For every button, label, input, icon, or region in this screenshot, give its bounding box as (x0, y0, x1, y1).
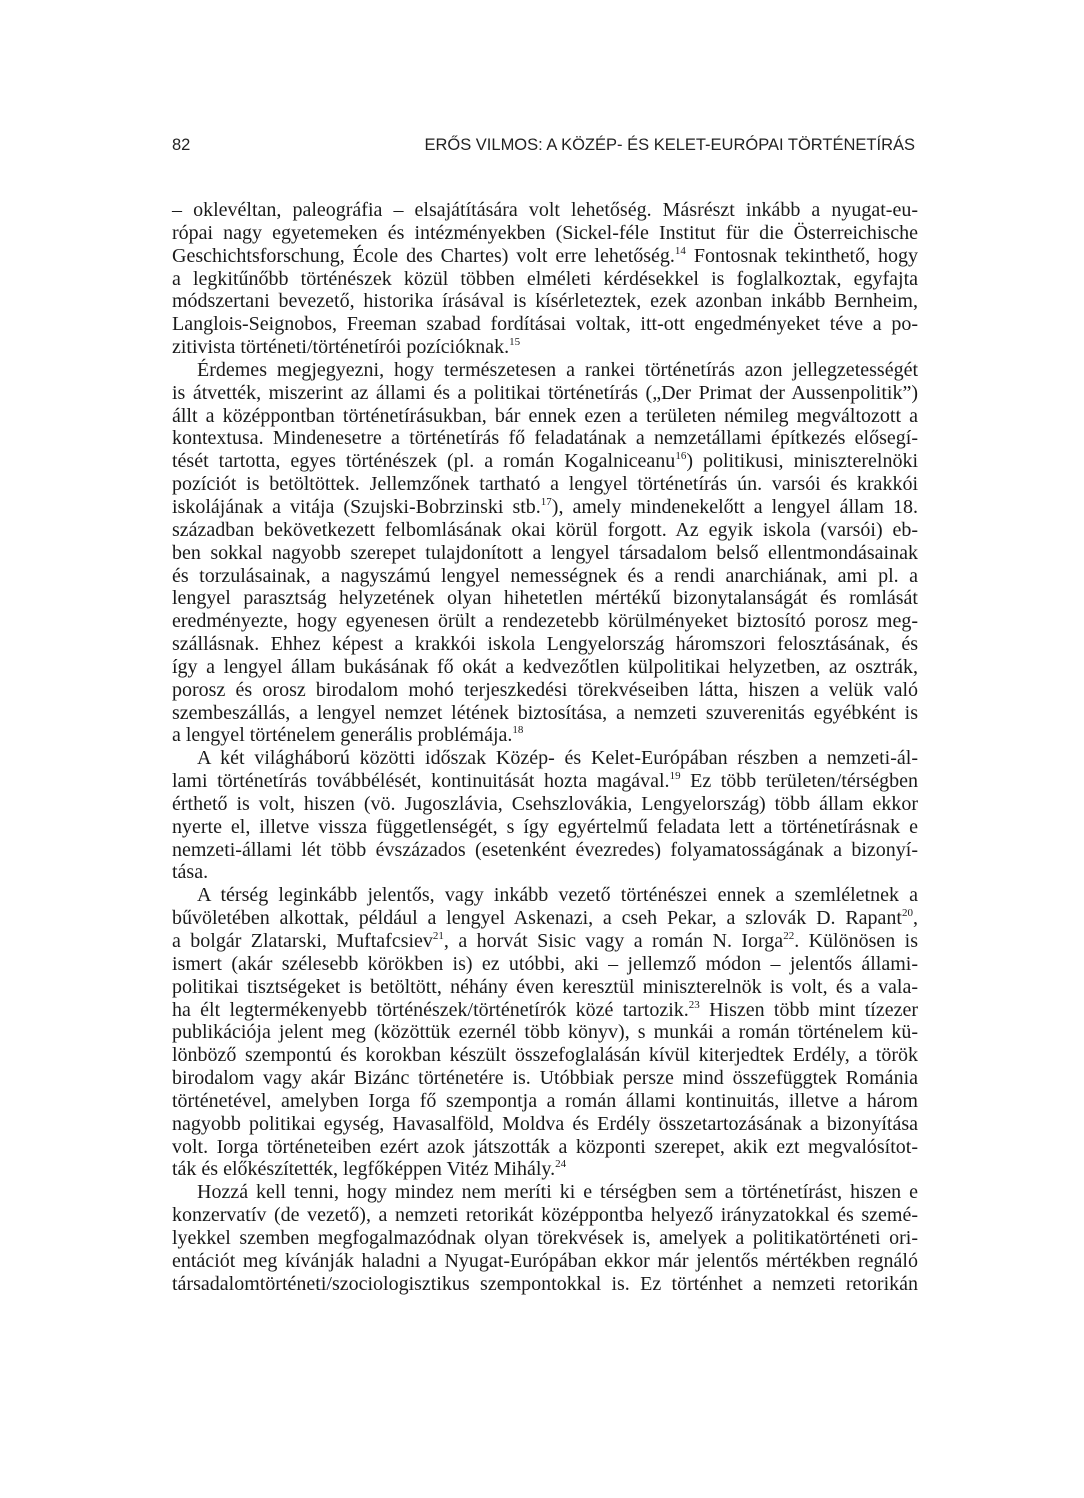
text-line (172, 1158, 918, 1181)
text-run: – oklevéltan, paleográfia – elsajátítására volt lehetőség. Másrészt inkább a nyugat-eu- (172, 199, 918, 221)
text-line (172, 1181, 918, 1204)
text-run: században bekövetkezett felbomlásának okai körül forgott. Az egyik iskola (varsói) eb- (172, 518, 918, 541)
text-run: Érdemes megjegyezni, hogy természetesen a rankei történetírás azon jellegzetességét (197, 358, 918, 381)
text-line (172, 1136, 918, 1159)
text-line (172, 1113, 918, 1136)
footnote-marker: 15 (509, 336, 521, 349)
text-run: ben sokkal nagyobb szerepet tulajdonított a lengyel társadalom belső ellentmondásainak (172, 541, 918, 564)
text-line (172, 861, 918, 884)
text-line (172, 473, 918, 496)
footnote-marker: 19 (669, 770, 681, 783)
text-run: szembeszállás, a lengyel nemzet létének biztosítása, a nemzeti szuverenitás egyébként is (172, 701, 918, 724)
footnote-marker: 18 (512, 724, 524, 737)
text-line (172, 793, 918, 816)
text-line (172, 1021, 918, 1044)
footnote-marker: 20 (902, 907, 913, 920)
text-run: módszertani bevezető, historika írásával is kísérleteztek, ezek azonban inkább Bernheim, (172, 290, 918, 313)
text-line (172, 359, 918, 382)
text-run: eredményezte, hogy egyenesen örült a rendezetebb körülményeket biztosító porosz meg- (172, 610, 918, 633)
text-run: ) politikusi, miniszterelnöki (686, 450, 918, 473)
text-line (172, 382, 918, 405)
text-run: volt. Iorga történeteiben ezért azok játszották a központi szerepet, akik ezt megvalósítot- (172, 1135, 918, 1158)
text-run: lengyel parasztság helyzetének olyan hihetetlen mértékű bizonytalanságát és romlását (172, 587, 918, 610)
text-run: nemzeti-állami lét több évszázados (esetenként évezredes) folyamatosságának a bizonyí- (172, 838, 918, 861)
text-line (172, 1250, 918, 1273)
text-run: Hozzá kell tenni, hogy mindez nem meríti ki e térségben sem a történetírást, hiszen e (197, 1181, 918, 1204)
text-line (172, 290, 918, 313)
text-run: , (913, 907, 918, 930)
running-title: ERŐS VILMOS: A KÖZÉP- ÉS KELET-EURÓPAI TÖRTÉNETÍRÁS (424, 136, 915, 154)
text-run: zitivista történeti/történetírói pozícióknak. (172, 336, 510, 359)
text-run: entációt meg kívánják haladni a Nyugat-Európában ekkor már jelentős mértékben regnáló (172, 1249, 918, 1272)
text-line (172, 976, 918, 999)
text-run: A két világháború közötti időszak Közép- és Kelet-Európában részben a nemzeti-ál- (197, 747, 918, 770)
text-line (172, 313, 918, 336)
text-run: a lengyel történelem generális problémája. (172, 724, 513, 747)
text-run: állt a középpontban történetírásukban, bár ennek ezen a területen némileg megváltozott a (172, 404, 918, 427)
text-line (172, 747, 918, 770)
text-line (172, 1067, 918, 1090)
text-run: szállásnak. Ehhez képest a krakkói iskola Lengyelország háromszori felosztásának, és (172, 633, 918, 656)
text-line (172, 1090, 918, 1113)
footnote-marker: 17 (540, 495, 552, 508)
text-run: ha élt legtermékenyebb történészek/történetírók közé tartozik. (172, 998, 689, 1021)
text-run: lami történetírás továbbélését, kontinuitását hozta magával. (172, 770, 670, 793)
text-run: A térség leginkább jelentős, vagy inkább vezető történészei ennek a szemléletnek a (197, 884, 918, 907)
text-run: iskolájának a vitája (Szujski-Bobrzinski stb. (172, 495, 541, 518)
text-run: ), amely mindenekelőtt a lengyel állam 18. (551, 495, 919, 518)
text-line (172, 245, 918, 268)
text-line (172, 565, 918, 588)
text-run: publikációja jelent meg (közöttük ezernél több könyv), s munkái a román történelem kü- (172, 1021, 918, 1044)
text-line (172, 907, 918, 930)
text-run: Hiszen több mint tízezer (699, 998, 919, 1021)
text-line (172, 770, 918, 793)
text-run: tása. (172, 861, 209, 884)
text-run: lyekkel szemben megfogalmazódnak olyan törekvések is, amelyek a politikatörténeti ori- (172, 1226, 918, 1249)
text-line (172, 839, 918, 862)
text-line (172, 633, 918, 656)
text-run: tését tartotta, egyes történészek (pl. a román Kogalniceanu (172, 450, 676, 473)
text-line (172, 679, 918, 702)
text-line (172, 930, 918, 953)
text-run: így a lengyel állam bukásának fő okát a kedvezőtlen külpolitikai helyzetben, az osztrák, (172, 655, 918, 678)
text-run: Langlois-Seignobos, Freeman szabad fordításai voltak, itt-ott engedményeket téve a po- (172, 313, 918, 336)
text-run: és torzulásainak, a nagyszámú lengyel nemességnek és a rendi anarchiának, ami pl. a (172, 564, 918, 587)
paragraph (172, 747, 918, 884)
paragraph (172, 1181, 918, 1295)
text-run: birodalom vagy akár Bizánc történetére is. Utóbbiak persze mind összefüggtek Románia (172, 1067, 918, 1090)
text-line (172, 1227, 918, 1250)
text-line (172, 610, 918, 633)
text-run: konzervatív (de vezető), a nemzeti retorikát középpontba helyező irányzatokkal és szemé- (172, 1204, 918, 1227)
text-run: porosz és orosz birodalom mohó terjeszkedési törekvéseiben látta, hiszen a velük való (172, 678, 918, 701)
footnote-marker: 16 (675, 450, 687, 463)
text-run: , a horvát Sisic vagy a román N. Iorga (443, 930, 784, 952)
text-line (172, 427, 918, 450)
text-line (172, 816, 918, 839)
paragraph (172, 359, 918, 747)
text-line (172, 519, 918, 542)
page-number: 82 (172, 136, 191, 154)
text-run: nagyobb politikai egység, Havasalföld, Moldva és Erdély összetartozásának a bizonyítása (172, 1112, 918, 1135)
text-line (172, 542, 918, 565)
paragraph (172, 884, 918, 1181)
text-run: Fontosnak tekinthető, hogy (685, 244, 919, 267)
text-run: a bolgár Zlatarski, Muftafcsiev (172, 930, 433, 952)
text-run: Ez több területen/térségben (680, 770, 918, 793)
text-run: ták és előkészítették, legfőképpen Vitéz Mihály. (172, 1158, 556, 1181)
footnote-marker: 24 (555, 1158, 567, 1171)
text-run: kontextusa. Mindenesetre a történetírás fő feladatának a nemzetállami építkezés elősegí- (172, 427, 918, 450)
footnote-marker: 23 (688, 998, 700, 1011)
text-run: pozíciót is betöltöttek. Jellemzőnek tartható a lengyel történetírás ún. varsói és krakkói (172, 473, 918, 496)
text-line (172, 1044, 918, 1067)
text-line (172, 587, 918, 610)
running-header (172, 135, 918, 155)
text-line (172, 222, 918, 245)
text-line (172, 405, 918, 428)
text-run: lönböző szempontú és korokban készült összefoglalásán kívül kiterjedtek Erdély, a török (172, 1044, 918, 1067)
text-run: rópai nagy egyetemeken és intézményekben (Sickel-féle Institut für die Österreichische (172, 221, 918, 244)
text-line (172, 953, 918, 976)
footnote-marker: 21 (432, 930, 444, 942)
paragraph (172, 199, 918, 359)
text-line (172, 1204, 918, 1227)
text-run: a legkitűnőbb történészek közül többen elméleti kérdésekkel is foglalkoztak, egyfajta (172, 267, 918, 290)
text-line (172, 724, 918, 747)
footnote-marker: 14 (674, 244, 686, 257)
text-line (172, 268, 918, 291)
text-run: érthető is volt, hiszen (vö. Jugoszlávia, Csehszlovákia, Lengyelország) több állam ekkor (172, 792, 918, 815)
text-line (172, 884, 918, 907)
text-line (172, 336, 918, 359)
text-line (172, 496, 918, 519)
text-run: társadalomtörténeti/szociologisztikus szempontokkal is. Ez történhet a nemzeti retorikán (172, 1272, 918, 1295)
text-line (172, 656, 918, 679)
text-line (172, 199, 918, 222)
text-line (172, 999, 918, 1022)
body-text (172, 199, 918, 1296)
text-run: ismert (akár szélesebb körökben is) ez utóbbi, aki – jellemző módon – jelentős állami- (172, 952, 918, 975)
text-line (172, 702, 918, 725)
text-run: is átvették, miszerint az állami és a politikai történetírás („Der Primat der Aussenpolitik”) (172, 381, 918, 404)
footnote-marker: 22 (783, 930, 795, 942)
text-line (172, 1273, 918, 1296)
text-run: Geschichtsforschung, École des Chartes) volt erre lehetőség. (172, 244, 675, 267)
text-run: bűvöletében alkottak, például a lengyel Askenazi, a cseh Pekar, a szlovák D. Rapant (172, 907, 902, 930)
text-line (172, 450, 918, 473)
text-run: politikai tisztségeket is betöltött, néhány éven keresztül miniszterelnök is volt, és a vala- (172, 975, 918, 998)
text-run: . Különösen is (794, 930, 919, 952)
text-run: történetével, amelyben Iorga fő szempontja a román állami kontinuitás, illetve a három (172, 1089, 918, 1112)
text-run: nyerte el, illetve vissza függetlenségét, s így egyértelmű feladata lett a történetírásnak e (172, 815, 918, 838)
